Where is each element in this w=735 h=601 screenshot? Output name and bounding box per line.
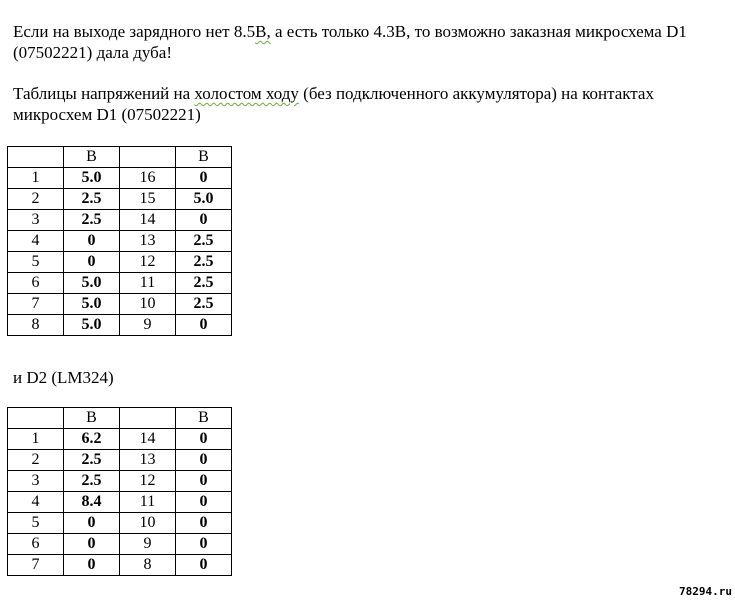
pin-number-cell: 12 — [120, 471, 176, 492]
table-row — [8, 168, 232, 189]
description-spellcheck-phrase: холостом ходу — [194, 84, 299, 103]
d1-voltage-table — [7, 146, 232, 336]
pin-number-cell: 4 — [8, 231, 64, 252]
pin-number-cell: 3 — [8, 210, 64, 231]
pin-number-cell: 10 — [120, 513, 176, 534]
d2-voltage-table — [7, 407, 232, 576]
voltage-cell: 0 — [176, 210, 232, 231]
voltage-cell: 5.0 — [64, 315, 120, 336]
voltage-cell: 0 — [176, 450, 232, 471]
pin-number-cell: 14 — [120, 210, 176, 231]
header-cell — [120, 147, 176, 168]
voltage-cell: 0 — [176, 492, 232, 513]
pin-number-cell: 9 — [120, 534, 176, 555]
site-watermark: 78294.ru — [679, 585, 732, 598]
tables-description-paragraph — [13, 83, 733, 125]
intro-text-start: Если на выходе зарядного нет 8.5 — [13, 22, 256, 41]
voltage-cell: 2.5 — [176, 252, 232, 273]
pin-number-cell: 2 — [8, 450, 64, 471]
voltage-cell: 0 — [176, 429, 232, 450]
table-row — [8, 492, 232, 513]
pin-number-cell: 11 — [120, 273, 176, 294]
pin-number-cell: 7 — [8, 555, 64, 576]
header-cell — [8, 147, 64, 168]
table-row — [8, 273, 232, 294]
pin-number-cell: 10 — [120, 294, 176, 315]
pin-number-cell: 8 — [120, 555, 176, 576]
voltage-cell: 2.5 — [64, 450, 120, 471]
voltage-cell: 5.0 — [64, 168, 120, 189]
voltage-cell: 5.0 — [176, 189, 232, 210]
voltage-cell: 2.5 — [64, 471, 120, 492]
header-cell: В — [176, 408, 232, 429]
voltage-cell: 0 — [176, 555, 232, 576]
pin-number-cell: 9 — [120, 315, 176, 336]
pin-number-cell: 7 — [8, 294, 64, 315]
voltage-cell: 2.5 — [64, 189, 120, 210]
table-row — [8, 555, 232, 576]
table-row — [8, 471, 232, 492]
voltage-cell: 6.2 — [64, 429, 120, 450]
table-row — [8, 189, 232, 210]
pin-number-cell: 16 — [120, 168, 176, 189]
description-text-start: Таблицы напряжений на — [13, 84, 195, 103]
pin-number-cell: 8 — [8, 315, 64, 336]
pin-number-cell: 15 — [120, 189, 176, 210]
table-row — [8, 252, 232, 273]
table-header-row — [8, 408, 232, 429]
voltage-cell: 0 — [64, 513, 120, 534]
table-row — [8, 513, 232, 534]
table-row — [8, 210, 232, 231]
voltage-cell: 2.5 — [176, 273, 232, 294]
pin-number-cell: 11 — [120, 492, 176, 513]
voltage-cell: 0 — [64, 252, 120, 273]
table-row — [8, 429, 232, 450]
table-header-row — [8, 147, 232, 168]
header-cell: В — [64, 147, 120, 168]
d2-caption: и D2 (LM324) — [13, 368, 114, 387]
description-text-end: (без подключенного аккумулятора) на контактах микросхем D1 (07502221) — [13, 84, 654, 124]
table-row — [8, 315, 232, 336]
voltage-cell: 0 — [176, 168, 232, 189]
header-cell — [8, 408, 64, 429]
table-row — [8, 450, 232, 471]
header-cell — [120, 408, 176, 429]
intro-paragraph — [13, 21, 733, 63]
pin-number-cell: 2 — [8, 189, 64, 210]
pin-number-cell: 6 — [8, 534, 64, 555]
voltage-cell: 2.5 — [64, 210, 120, 231]
voltage-cell: 5.0 — [64, 273, 120, 294]
pin-number-cell: 5 — [8, 513, 64, 534]
voltage-cell: 2.5 — [176, 231, 232, 252]
voltage-cell: 2.5 — [176, 294, 232, 315]
pin-number-cell: 14 — [120, 429, 176, 450]
pin-number-cell: 3 — [8, 471, 64, 492]
voltage-cell: 5.0 — [64, 294, 120, 315]
header-cell: В — [176, 147, 232, 168]
pin-number-cell: 4 — [8, 492, 64, 513]
intro-spellcheck-word: В, — [255, 22, 271, 41]
pin-number-cell: 5 — [8, 252, 64, 273]
intro-text-end: а есть только 4.3В, то возможно заказная микросхема D1 (07502221) дала дуба! — [13, 22, 687, 62]
voltage-cell: 8.4 — [64, 492, 120, 513]
voltage-cell: 0 — [176, 471, 232, 492]
pin-number-cell: 1 — [8, 429, 64, 450]
pin-number-cell: 13 — [120, 231, 176, 252]
pin-number-cell: 1 — [8, 168, 64, 189]
voltage-cell: 0 — [176, 513, 232, 534]
voltage-cell: 0 — [176, 534, 232, 555]
pin-number-cell: 12 — [120, 252, 176, 273]
pin-number-cell: 13 — [120, 450, 176, 471]
voltage-cell: 0 — [176, 315, 232, 336]
table-row — [8, 294, 232, 315]
table-row — [8, 534, 232, 555]
pin-number-cell: 6 — [8, 273, 64, 294]
voltage-cell: 0 — [64, 231, 120, 252]
header-cell: В — [64, 408, 120, 429]
voltage-cell: 0 — [64, 555, 120, 576]
table-row — [8, 231, 232, 252]
voltage-cell: 0 — [64, 534, 120, 555]
